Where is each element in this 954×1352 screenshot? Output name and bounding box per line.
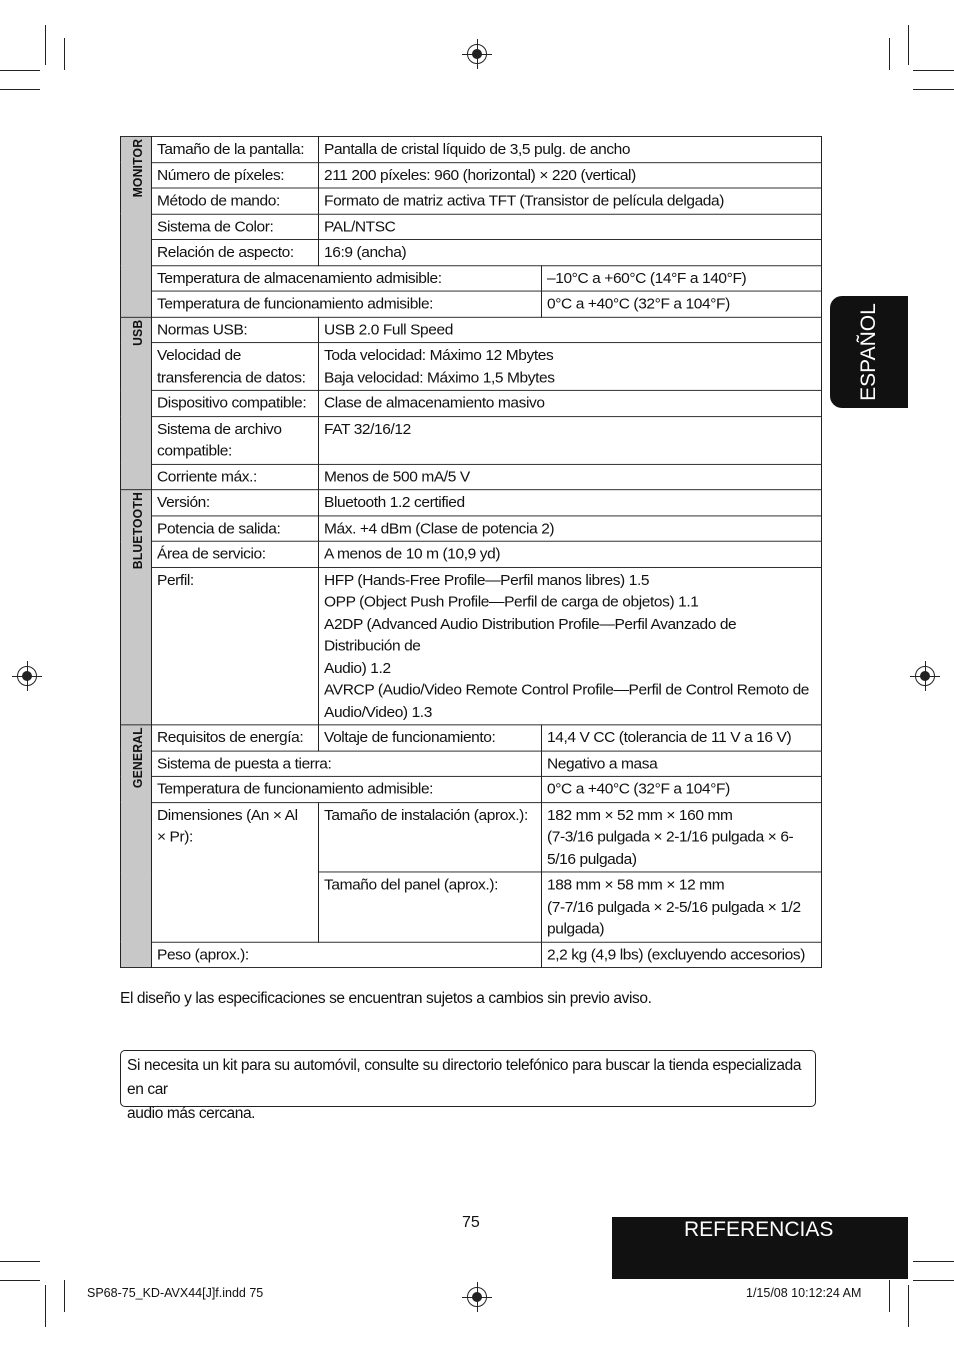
section-bluetooth: BLUETOOTH [121,490,152,725]
table-row [121,416,822,464]
table-row [121,567,822,725]
spec-label: Temperatura de funcionamiento admisible: [152,291,542,317]
spec-label: Dispositivo compatible: [152,390,319,416]
spec-value [319,343,822,391]
spec-value: Pantalla de cristal líquido de 3,5 pulg. de ancho [319,136,822,162]
spec-value: FAT 32/16/12 [319,416,822,464]
spec-sublabel: Tamaño del panel (aprox.): [319,872,542,942]
table-row [121,725,822,751]
spec-label: Temperatura de funcionamiento admisible: [152,776,542,802]
spec-label: Sistema de Color: [152,214,319,240]
value-line: (7-3/16 pulgada × 2-1/16 pulgada × 6- [547,829,794,846]
spec-value: PAL/NTSC [319,214,822,240]
value-line: Toda velocidad: Máximo 12 Mbytes [324,347,554,364]
table-row [121,464,822,490]
value-line: pulgada) [547,921,605,938]
spec-value [542,802,822,872]
spec-label: Requisitos de energía: [152,725,319,751]
label-line: × Pr): [157,829,193,846]
spec-label [152,343,319,391]
spec-value [542,872,822,942]
spec-label [152,416,319,464]
label-line: Dimensiones (An × Al [157,807,298,824]
profile-line: Audio) 1.2 [324,660,391,677]
section-usb: USB [121,317,152,490]
section-general: GENERAL [121,725,152,968]
spec-value: 211 200 píxeles: 960 (horizontal) × 220 (vertical) [319,162,822,188]
spec-label: Número de píxeles: [152,162,319,188]
crop-mark [889,38,890,70]
notice-line: audio más cercana. [127,1105,256,1122]
spec-value [319,567,822,725]
spec-label: Temperatura de almacenamiento admisible: [152,265,542,291]
section-tab-label: REFERENCIAS [684,1218,834,1241]
section-tab [612,1217,908,1279]
profile-line: Audio/Video) 1.3 [324,704,432,721]
spec-value: A menos de 10 m (10,9 yd) [319,541,822,567]
table-row [121,188,822,214]
registration-mark-icon [915,666,935,686]
registration-mark-icon [467,1287,487,1307]
table-row [121,240,822,266]
crop-mark [913,89,954,90]
spec-label: Sistema de puesta a tierra: [152,751,542,777]
crop-mark [0,89,40,90]
table-row [121,291,822,317]
spec-label: Peso (aprox.): [152,942,542,968]
crop-mark [908,1285,909,1327]
spec-value: 2,2 kg (4,9 lbs) (excluyendo accesorios) [542,942,822,968]
crop-mark [908,25,909,65]
spec-value: Máx. +4 dBm (Clase de potencia 2) [319,515,822,541]
table-row [121,136,822,162]
spec-value: Formato de matriz activa TFT (Transistor de película delgada) [319,188,822,214]
crop-mark [913,70,954,71]
spec-value: –10°C a +60°C (14°F a 140°F) [542,265,822,291]
profile-line: HFP (Hands-Free Profile—Perfil manos libres) 1.5 [324,572,650,589]
table-row [121,541,822,567]
spec-value: Menos de 500 mA/5 V [319,464,822,490]
crop-mark [64,1280,65,1312]
crop-mark [45,1285,46,1327]
spec-sublabel: Tamaño de instalación (aprox.): [319,802,542,872]
spec-label: Relación de aspecto: [152,240,319,266]
label-line: compatible: [157,443,232,460]
table-row [121,162,822,188]
spec-label: Versión: [152,490,319,516]
spec-label: Tamaño de la pantalla: [152,136,319,162]
spec-label [152,802,319,942]
value-line: 182 mm × 52 mm × 160 mm [547,807,733,824]
table-row [121,942,822,968]
registration-mark-icon [17,666,37,686]
value-line: (7-7/16 pulgada × 2-5/16 pulgada × 1/2 [547,899,801,916]
registration-mark-icon [467,44,487,64]
spec-label: Corriente máx.: [152,464,319,490]
table-row [121,490,822,516]
profile-line: OPP (Object Push Profile—Perfil de carga de objetos) 1.1 [324,594,699,611]
crop-mark [913,1261,954,1262]
spec-value: Clase de almacenamiento masivo [319,390,822,416]
spec-label: Normas USB: [152,317,319,343]
page-number: 75 [462,1214,480,1231]
language-tab [830,296,908,408]
label-line: Velocidad de [157,347,241,364]
spec-value: Negativo a masa [542,751,822,777]
spec-label: Potencia de salida: [152,515,319,541]
profile-line: A2DP (Advanced Audio Distribution Profile—Perfil Avanzado de Distribución de [324,616,737,655]
spec-value: Bluetooth 1.2 certified [319,490,822,516]
table-row [121,265,822,291]
table-row [121,751,822,777]
value-line: Baja velocidad: Máximo 1,5 Mbytes [324,369,555,386]
spec-value: 0°C a +40°C (32°F a 104°F) [542,776,822,802]
value-line: 5/16 pulgada) [547,851,637,868]
car-kit-notice [120,1050,816,1122]
crop-mark [889,1280,890,1312]
table-row [121,317,822,343]
language-tab-label: ESPAÑOL [857,303,880,401]
notice-line: Si necesita un kit para su automóvil, consulte su directorio telefónico para buscar la tienda especializada en car [127,1057,802,1098]
crop-mark [913,1280,954,1281]
disclaimer-note: El diseño y las especificaciones se encuentran sujetos a cambios sin previo aviso. [120,990,652,1007]
spec-value: USB 2.0 Full Speed [319,317,822,343]
table-row [121,802,822,872]
crop-mark [45,25,46,65]
crop-mark [0,1280,40,1281]
table-row [121,776,822,802]
table-row [121,515,822,541]
value-line: 188 mm × 58 mm × 12 mm [547,877,725,894]
table-row [121,214,822,240]
spec-value: 14,4 V CC (tolerancia de 11 V a 16 V) [542,725,822,751]
specifications-table [120,136,822,968]
crop-mark [0,1261,40,1262]
spec-label: Perfil: [152,567,319,725]
crop-mark [0,70,40,71]
footer-date: 1/15/08 10:12:24 AM [746,1286,862,1300]
crop-mark [64,38,65,70]
footer-filename: SP68-75_KD-AVX44[J]f.indd 75 [87,1286,264,1300]
spec-label: Área de servicio: [152,541,319,567]
spec-label: Método de mando: [152,188,319,214]
profile-line: AVRCP (Audio/Video Remote Control Profile—Perfil de Control Remoto de [324,682,810,699]
spec-sublabel: Voltaje de funcionamiento: [319,725,542,751]
label-line: Sistema de archivo [157,421,282,438]
table-row [121,390,822,416]
label-line: transferencia de datos: [157,369,306,386]
spec-value: 16:9 (ancha) [319,240,822,266]
spec-value: 0°C a +40°C (32°F a 104°F) [542,291,822,317]
section-monitor: MONITOR [121,136,152,316]
table-row [121,343,822,391]
